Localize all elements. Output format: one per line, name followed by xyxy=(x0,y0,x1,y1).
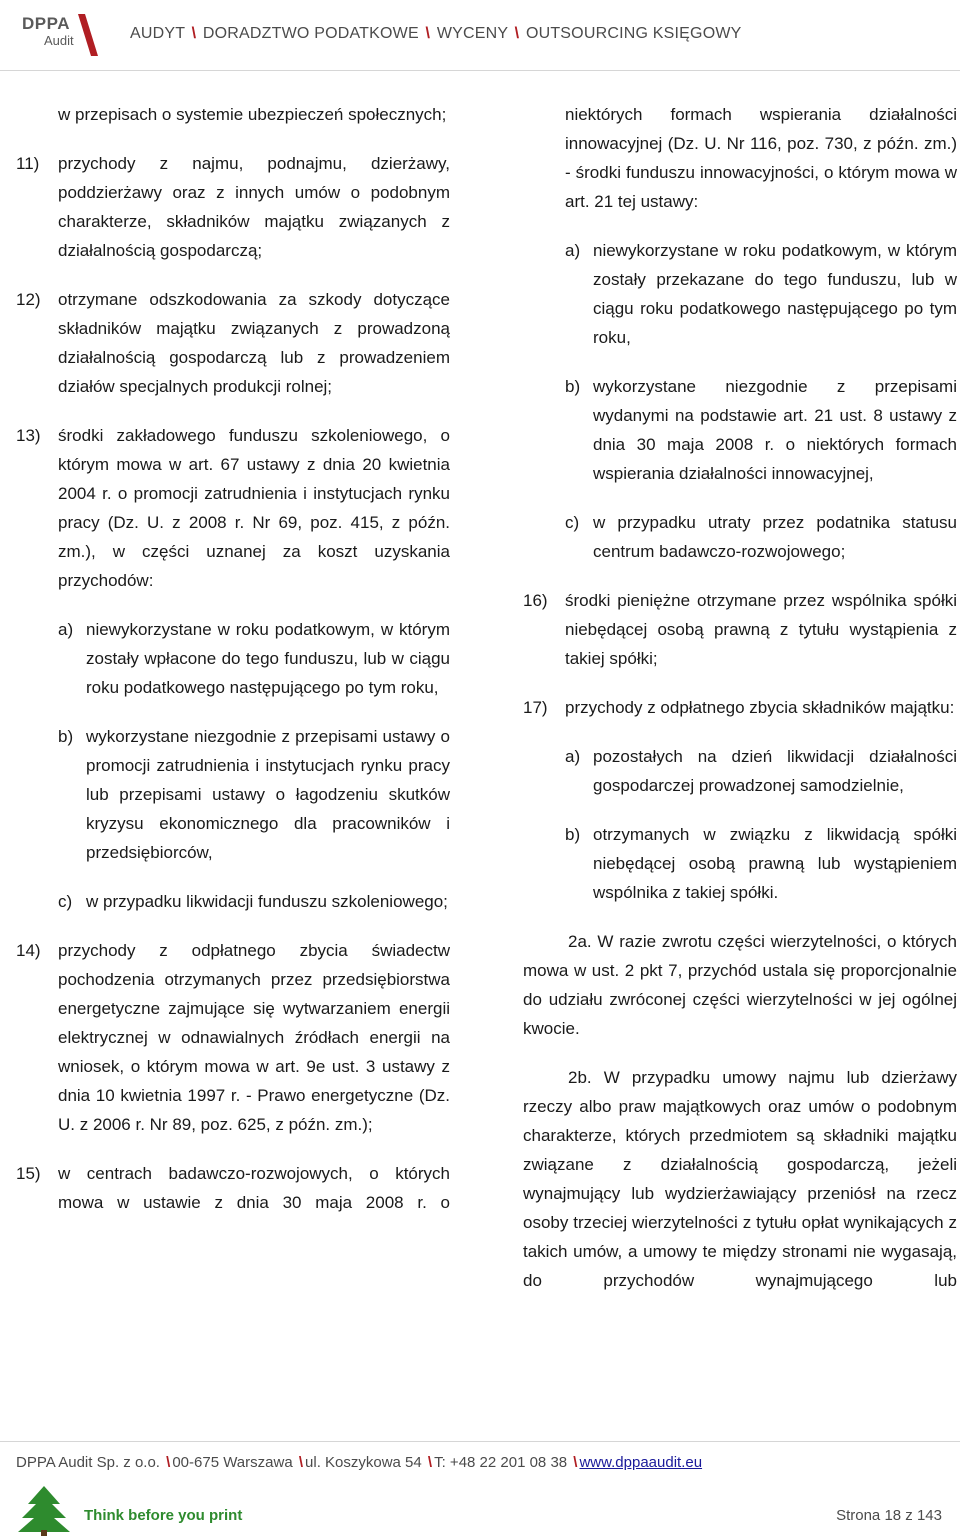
list-item-14 xyxy=(16,936,450,1139)
sub-item-13a xyxy=(58,615,450,702)
logo-slash-icon xyxy=(76,12,100,58)
sub-item-letter: a) xyxy=(565,241,581,260)
item-15-continuation: niektórych formach wspierania działalności innowacyjnej (Dz. U. Nr 116, poz. 730, z późn. zm.) - środki funduszu innowacyjności, o którym mowa w art. 21 tej ustawy: xyxy=(565,105,957,211)
nav-tax-advisory: DORADZTWO PODATKOWE xyxy=(202,25,419,42)
logo-top-text: DPPA xyxy=(22,14,70,33)
sub-item-text: w przypadku likwidacji funduszu szkoleniowego; xyxy=(86,892,448,911)
item-number: 11) xyxy=(16,154,40,173)
header-services xyxy=(130,25,742,43)
list-item-15 xyxy=(16,1159,450,1217)
nav-separator: \ xyxy=(425,25,431,42)
footer-company: DPPA Audit Sp. z o.o. xyxy=(16,1454,160,1471)
item-number: 15) xyxy=(16,1164,41,1183)
sub-item-13b xyxy=(58,722,450,867)
item-number: 12) xyxy=(16,290,41,309)
nav-valuations: WYCENY xyxy=(436,25,508,42)
dppa-audit-logo xyxy=(22,14,102,54)
nav-outsourcing: OUTSOURCING KSIĘGOWY xyxy=(525,25,742,42)
item-text: otrzymane odszkodowania za szkody dotyczące składników majątku związanych z prowadzoną działalnością gospodarczą lub z prowadzeniem działów specjalnych produkcji rolnej; xyxy=(58,290,450,396)
footer-divider xyxy=(0,1441,960,1442)
list-item-12 xyxy=(16,285,450,401)
sub-item-letter: a) xyxy=(58,620,74,639)
list-item-16 xyxy=(523,586,957,673)
footer-street: ul. Koszykowa 54 xyxy=(305,1454,422,1471)
nav-audit: AUDYT xyxy=(130,25,185,42)
footer-separator: \ xyxy=(427,1454,433,1471)
item-text: przychody z odpłatnego zbycia składników majątku: xyxy=(565,698,955,717)
logo-bottom-text: Audit xyxy=(44,33,74,48)
page-number: Strona 18 z 143 xyxy=(836,1507,942,1524)
sub-item-letter: b) xyxy=(58,727,74,746)
sub-item-text: niewykorzystane w roku podatkowym, w którym zostały wpłacone do tego funduszu, lub w ciągu roku podatkowego następującego po tym roku, xyxy=(86,620,450,697)
footer-separator: \ xyxy=(166,1454,171,1471)
nav-separator: \ xyxy=(191,25,197,42)
item-text: w centrach badawczo-rozwojowych, o których mowa w ustawie z dnia 30 maja 2008 r. o xyxy=(58,1164,450,1212)
sub-item-15c xyxy=(565,508,957,566)
sub-item-15b xyxy=(565,372,957,488)
item-number: 16) xyxy=(523,591,548,610)
sub-item-letter: b) xyxy=(565,377,581,396)
footer-phone: T: +48 22 201 08 38 xyxy=(434,1454,568,1471)
list-item-13 xyxy=(16,421,450,595)
list-item-17 xyxy=(523,693,957,722)
footer-address xyxy=(16,1454,702,1471)
item-number: 14) xyxy=(16,941,41,960)
intro-continuation: w przepisach o systemie ubezpieczeń społecznych; xyxy=(58,105,447,124)
item-text: przychody z najmu, podnajmu, dzierżawy, poddzierżawy oraz z innych umów o podobnym charakterze, składników majątku związanych z działalnością gospodarczą; xyxy=(58,154,450,260)
item-number: 13) xyxy=(16,426,41,445)
footer-slogan: Think before you print xyxy=(84,1507,243,1524)
footer-separator: \ xyxy=(298,1454,304,1471)
sub-item-13c xyxy=(58,887,450,916)
sub-item-letter: a) xyxy=(565,747,581,766)
left-column xyxy=(16,100,450,1237)
sub-item-text: wykorzystane niezgodnie z przepisami ustawy o promocji zatrudnienia i instytucjach rynku pracy lub przepisami ustawy o łagodzeniu skutków kryzysu ekonomicznego dla pracowników i przedsiębiorców, xyxy=(86,727,450,862)
sub-item-15a xyxy=(565,236,957,352)
footer-postal: 00-675 Warszawa xyxy=(172,1454,293,1471)
sub-item-letter: c) xyxy=(58,892,73,911)
sub-item-17b xyxy=(565,820,957,907)
paragraph-2a: 2a. W razie zwrotu części wierzytelności, o których mowa w ust. 2 pkt 7, przychód ustala się proporcjonalnie do udziału zwróconej części wierzytelności w jej ogólnej kwocie. xyxy=(523,932,957,1038)
footer-separator: \ xyxy=(573,1454,578,1471)
sub-item-text: pozostałych na dzień likwidacji działalności gospodarczej prowadzonej samodzielnie, xyxy=(593,747,957,795)
sub-item-17a xyxy=(565,742,957,800)
item-text: środki pieniężne otrzymane przez wspólnika spółki niebędącej osobą prawną z tytułu wystąpienia z takiej spółki; xyxy=(565,591,957,668)
item-text: środki zakładowego funduszu szkoleniowego, o którym mowa w art. 67 ustawy z dnia 20 kwietnia 2004 r. o promocji zatrudnienia i instytucjach rynku pracy (Dz. U. z 2008 r. Nr 69, poz. 415, z późn. zm.), w części uznanej za koszt uzyskania przychodów: xyxy=(58,426,450,590)
item-text: przychody z odpłatnego zbycia świadectw pochodzenia otrzymanych przez przedsiębiorstwa energetyczne zajmujące się wytwarzaniem energii elektrycznej w odnawialnych źródłach energii na wniosek, o którym mowa w art. 9e ust. 3 ustawy z dnia 10 kwietnia 1997 r. - Prawo energetyczne (Dz. U. z 2006 r. Nr 89, poz. 625, z późn. zm.); xyxy=(58,941,450,1134)
paragraph-2b: 2b. W przypadku umowy najmu lub dzierżawy rzeczy albo praw majątkowych oraz umów o podobnym charakterze, których przedmiotem są składniki majątku związane z działalnością gospodarczą, jeżeli wynajmujący lub wydzierżawiający przeniósł na rzecz osoby trzeciej wierzytelności z tytułu opłat wynikających z takich umów, a umowy te między stronami nie wygasają, do przychodów wynajmującego lub xyxy=(523,1068,957,1290)
sub-item-letter: c) xyxy=(565,513,580,532)
right-column xyxy=(523,100,957,1315)
sub-item-text: otrzymanych w związku z likwidacją spółki niebędącej osobą prawną lub wystąpieniem wspólnika z takiej spółki. xyxy=(593,825,957,902)
sub-item-text: wykorzystane niezgodnie z przepisami wydanymi na podstawie art. 21 ust. 8 ustawy z dnia 30 maja 2008 r. o niektórych formach wspierania działalności innowacyjnej, xyxy=(593,377,957,483)
item-number: 17) xyxy=(523,698,548,717)
list-item-11 xyxy=(16,149,450,265)
nav-separator: \ xyxy=(514,25,520,42)
sub-item-text: w przypadku utraty przez podatnika statusu centrum badawczo-rozwojowego; xyxy=(593,513,957,561)
sub-item-letter: b) xyxy=(565,825,581,844)
footer-website-link[interactable]: www.dppaaudit.eu xyxy=(579,1454,703,1471)
tree-icon xyxy=(14,1484,74,1536)
page-header xyxy=(0,0,960,71)
sub-item-text: niewykorzystane w roku podatkowym, w którym zostały przekazane do tego funduszu, lub w ciągu roku podatkowego następującego po tym roku, xyxy=(593,241,957,347)
